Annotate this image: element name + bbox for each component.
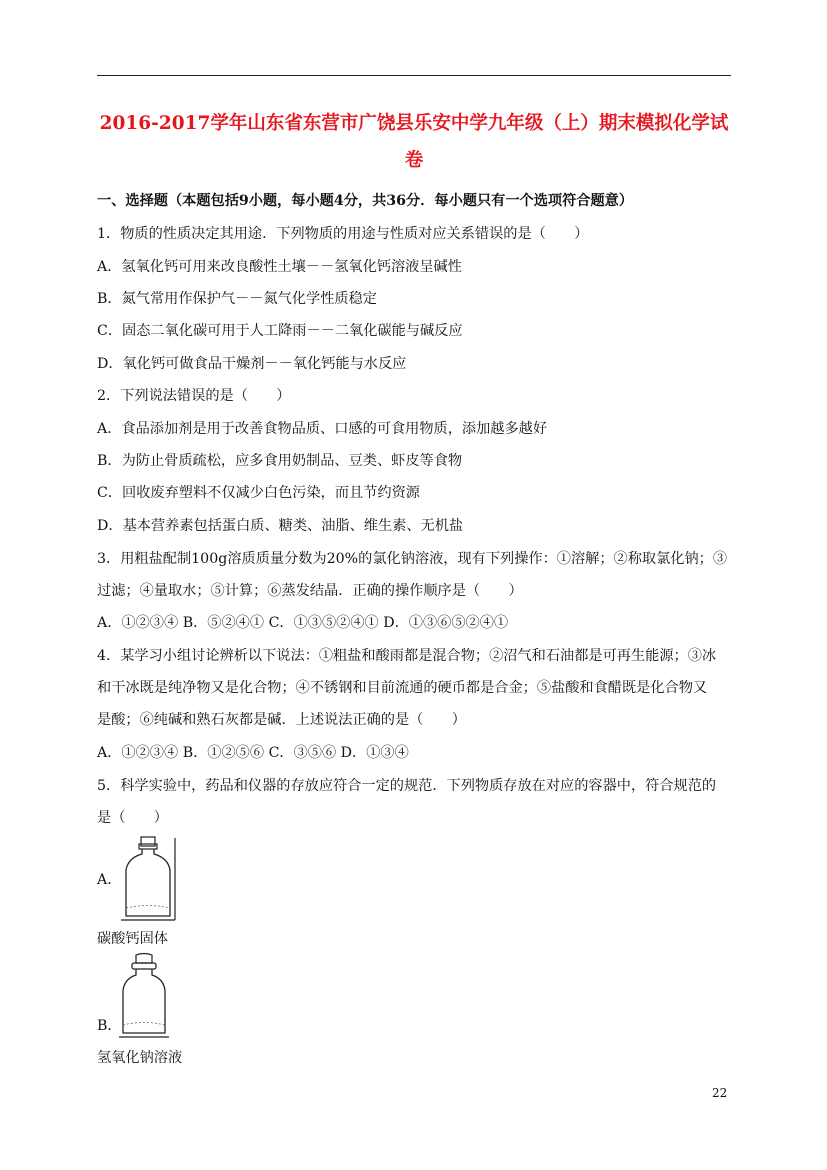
question-4-stem-line3: 是酸；⑥纯碱和熟石灰都是碱．上述说法正确的是（ ） [97, 712, 466, 728]
narrow-mouth-bottle-image [118, 953, 170, 1039]
question-3-stem-line2: 过滤；④量取水；⑤计算；⑥蒸发结晶．正确的操作顺序是（ ） [97, 583, 523, 599]
question-2-option-a: A．食品添加剂是用于改善食物品质、口感的可食用物质，添加越多越好 [97, 421, 548, 437]
question-2-option-c: C．回收废弃塑料不仅减少白色污染，而且节约资源 [97, 485, 420, 501]
question-1-option-d: D．氧化钙可做食品干燥剂－－氧化钙能与水反应 [97, 356, 407, 372]
page-title-continued: 卷 [404, 150, 424, 171]
question-4-options: A．①②③④ B．①②⑤⑥ C．③⑤⑥ D．①③④ [97, 745, 409, 761]
page-number: 22 [712, 1086, 728, 1100]
question-4-stem-line2: 和干冰既是纯净物又是化合物；④不锈钢和目前流通的硬币都是合金；⑤盐酸和食醋既是化合物又 [97, 680, 708, 696]
question-4-stem-line1: 4．某学习小组讨论辨析以下说法：①粗盐和酸雨都是混合物；②沼气和石油都是可再生能源；③冰 [97, 648, 717, 664]
question-1-option-a: A．氢氧化钙可用来改良酸性土壤－－氢氧化钙溶液呈碱性 [97, 259, 462, 275]
header-rule [97, 75, 731, 76]
question-1-option-b: B．氮气常用作保护气－－氮气化学性质稳定 [97, 291, 377, 307]
page-title: 2016-2017学年山东省东营市广饶县乐安中学九年级（上）期末模拟化学试 [99, 113, 729, 134]
question-2-option-d: D．基本营养素包括蛋白质、糖类、油脂、维生素、无机盐 [97, 518, 464, 534]
section-heading: 一、选择题（本题包括9小题，每小题4分，共36分．每小题只有一个选项符合题意） [97, 193, 634, 209]
question-1-stem: 1．物质的性质决定其用途．下列物质的用途与性质对应关系错误的是（ ） [97, 226, 589, 242]
question-5-option-a-label: A． [97, 872, 122, 888]
question-5-stem-line1: 5．科学实验中，药品和仪器的存放应符合一定的规范．下列物质存放在对应的容器中，符合规范的 [97, 778, 717, 794]
question-3-options: A．①②③④ B．⑤②④① C．①③⑤②④① D．①③⑥⑤②④① [97, 615, 509, 631]
question-2-option-b: B．为防止骨质疏松，应多食用奶制品、豆类、虾皮等食物 [97, 453, 463, 469]
question-3-stem-line1: 3．用粗盐配制100g溶质质量分数为20%的氯化钠溶液，现有下列操作：①溶解；②称取氯化钠；③ [97, 551, 728, 567]
question-5-option-b-label: B． [97, 1018, 122, 1034]
question-1-option-c: C．固态二氧化碳可用于人工降雨－－二氧化碳能与碱反应 [97, 323, 463, 339]
question-5-stem-line2: 是（ ） [97, 810, 168, 826]
question-2-stem: 2．下列说法错误的是（ ） [97, 388, 291, 404]
question-5-option-a-caption: 碳酸钙固体 [97, 931, 168, 947]
wide-mouth-bottle-image [120, 836, 176, 922]
question-5-option-b-caption: 氢氧化钠溶液 [97, 1050, 183, 1066]
